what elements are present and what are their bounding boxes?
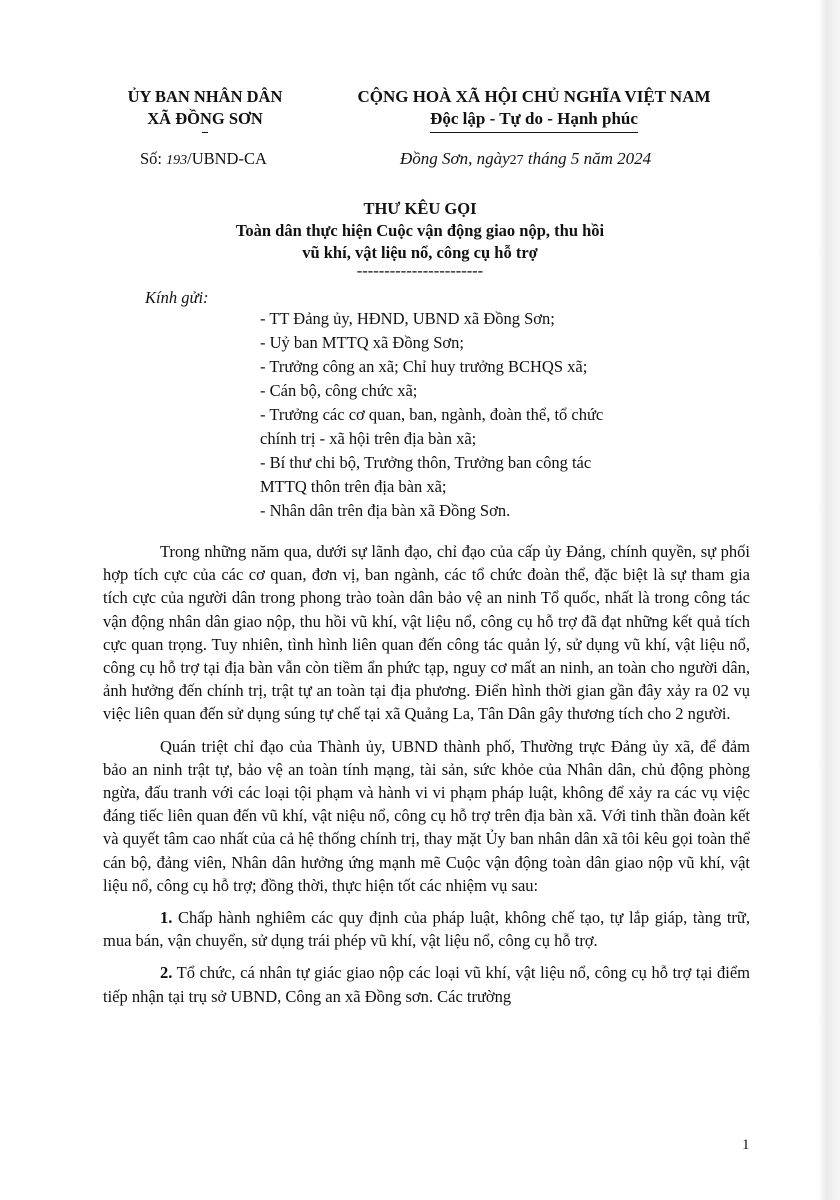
recipient-item: - Trưởng các cơ quan, ban, ngành, đoàn thể, tổ chức <box>260 405 604 424</box>
paragraph-number: 2. <box>160 963 173 983</box>
date-rest: tháng 5 năm 2024 <box>523 149 652 168</box>
date-day: 27 <box>509 153 524 168</box>
recipient-item: MTTQ thôn trên địa bàn xã; <box>260 477 447 496</box>
letter-subtitle-line2: vũ khí, vật liệu nổ, công cụ hỗ trợ <box>302 243 538 262</box>
recipient-list <box>260 307 680 523</box>
recipient-item: - TT Đảng ủy, HĐND, UBND xã Đồng Sơn; <box>260 309 555 328</box>
agency-name: ỦY BAN NHÂN DÂN <box>127 87 283 106</box>
letter-body <box>103 540 750 1017</box>
ref-number: 193 <box>166 153 188 168</box>
ref-prefix: Số: <box>140 149 167 168</box>
greeting: Kính gửi: <box>145 288 209 307</box>
nation-name: CỘNG HOÀ XÃ HỘI CHỦ NGHĨA VIỆT NAM <box>357 87 711 106</box>
recipient-item: - Bí thư chi bộ, Trưởng thôn, Trưởng ban công tác <box>260 453 592 472</box>
national-header <box>330 86 738 130</box>
letter-title-block <box>0 198 840 278</box>
paragraph-text: Quán triệt chỉ đạo của Thành ủy, UBND thành phố, Thường trực Đảng ủy xã, để đảm bảo an ninh trật tự, bảo vệ an toàn tính mạng, tài sản, sức khỏe của Nhân dân, chủ động phòng ngừa, đấu tranh với các loại tội phạm và hành vi vi phạm pháp luật, không để xảy ra các vụ việc đáng tiếc liên quan đến vũ khí, vật niệu nổ, công cụ hỗ trợ trên địa bàn xã. Với tinh thần đoàn kết và quyết tâm cao nhất của cả hệ thống chính trị, thay mặt Ủy ban nhân dân xã tôi kêu gọi toàn thể cán bộ, đảng viên, Nhân dân hưởng ứng mạnh mẽ Cuộc vận động toàn dân giao nộp vũ khí, vật liệu nổ, công cụ hỗ trợ; đồng thời, thực hiện tốt các nhiệm vụ sau: <box>103 736 750 895</box>
title-separator: ----------------------- <box>356 261 484 280</box>
document-date <box>400 146 651 173</box>
page-edge-shadow <box>818 0 840 1200</box>
recipient-item: chính trị - xã hội trên địa bàn xã; <box>260 429 477 448</box>
date-prefix: Đồng Sơn, ngày <box>400 149 510 168</box>
recipient-item: - Uỷ ban MTTQ xã Đồng Sơn; <box>260 333 464 352</box>
recipient-item: - Cán bộ, công chức xã; <box>260 381 418 400</box>
letter-title: THƯ KÊU GỌI <box>363 199 477 218</box>
body-paragraph <box>103 540 750 726</box>
issuing-agency <box>100 86 310 130</box>
document-reference <box>140 146 267 173</box>
paragraph-text: Chấp hành nghiêm các quy định của pháp luật, không chế tạo, tự lắp giáp, tàng trữ, mua bán, vận chuyển, sử dụng trái phép vũ khí, vật liệu nổ, công cụ hỗ trợ. <box>103 908 750 951</box>
nation-motto: Độc lập - Tự do - Hạnh phúc <box>430 109 638 128</box>
body-paragraph <box>103 735 750 897</box>
letter-subtitle-line1: Toàn dân thực hiện Cuộc vận động giao nộp, thu hồi <box>235 221 605 240</box>
recipient-item: - Nhân dân trên địa bàn xã Đồng Sơn. <box>260 501 511 520</box>
recipient-item: - Trưởng công an xã; Chỉ huy trưởng BCHQS xã; <box>260 357 588 376</box>
body-paragraph <box>103 906 750 952</box>
body-paragraph <box>103 961 750 1007</box>
page-number: 1 <box>742 1137 750 1153</box>
paragraph-text: Tổ chức, cá nhân tự giác giao nộp các loại vũ khí, vật liệu nổ, công cụ hỗ trợ tại điểm tiếp nhận tại trụ sở UBND, Công an xã Đồng sơn. Các trường <box>103 963 750 1006</box>
ref-suffix: /UBND-CA <box>187 149 267 168</box>
paragraph-text: Trong những năm qua, dưới sự lãnh đạo, chỉ đạo của cấp ủy Đảng, chính quyền, sự phối hợp tích cực của các cơ quan, đơn vị, ban ngành, các tổ chức đoàn thể, đặc biệt là sự tham gia tích cực của người dân trong phong trào toàn dân bảo vệ an ninh Tổ quốc, nhất là trong công tác vận động nhân dân giao nộp, thu hồi vũ khí, vật liệu nổ, công cụ hỗ trợ đã đạt những kết quả tích cực quan trọng. Tuy nhiên, tình hình liên quan đến công tác quản lý, sử dụng vũ khí, vật liệu nổ, công cụ hỗ trợ tại địa bàn vẫn còn tiềm ẩn phức tạp, nguy cơ mất an ninh, an toàn cho người dân, ảnh hưởng đến chính trị, trật tự an toàn tại địa phương. Điển hình thời gian gần đây xảy ra 02 vụ việc liên quan đến sử dụng súng tự chế tại xã Quảng La, Tân Dân gây thương tích cho 2 người. <box>103 542 750 724</box>
paragraph-number: 1. <box>160 908 173 928</box>
agency-commune: XÃ ĐỒNG SƠN <box>147 109 263 128</box>
